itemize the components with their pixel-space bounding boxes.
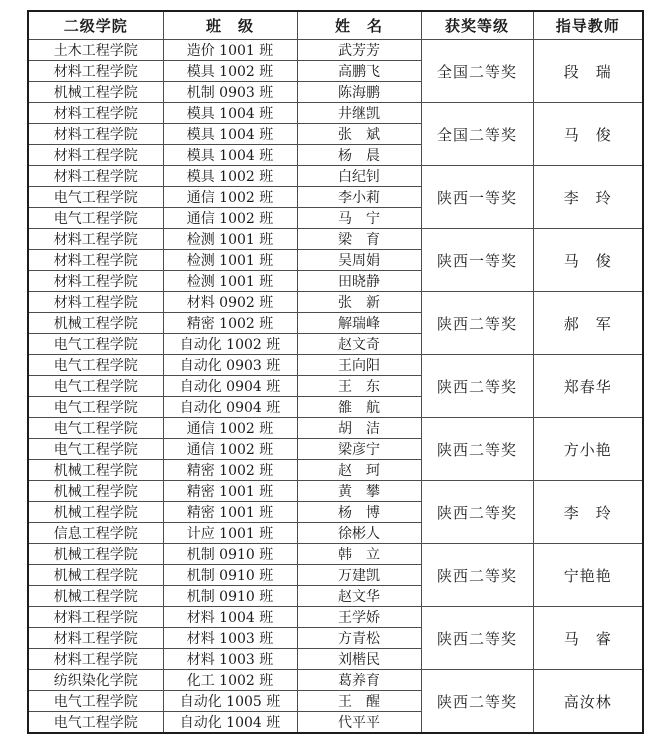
teacher-cell: 郝 军 — [533, 292, 643, 355]
class-cell: 化工 1002 班 — [163, 670, 297, 691]
class-cell: 自动化 1005 班 — [163, 691, 297, 712]
college-cell: 纺织染化学院 — [28, 670, 163, 691]
college-cell: 材料工程学院 — [28, 103, 163, 124]
class-cell: 检测 1001 班 — [163, 250, 297, 271]
name-cell: 王学娇 — [297, 607, 421, 628]
college-cell: 材料工程学院 — [28, 607, 163, 628]
award-cell: 陕西二等奖 — [421, 355, 533, 418]
name-cell: 代平平 — [297, 712, 421, 734]
name-cell: 王向阳 — [297, 355, 421, 376]
college-cell: 机械工程学院 — [28, 586, 163, 607]
class-cell: 自动化 1004 班 — [163, 712, 297, 734]
teacher-cell: 马 睿 — [533, 607, 643, 670]
teacher-cell: 方小艳 — [533, 418, 643, 481]
award-cell: 全国二等奖 — [421, 40, 533, 103]
teacher-cell: 马 俊 — [533, 229, 643, 292]
table-row — [28, 481, 643, 502]
class-cell: 精密 1002 班 — [163, 460, 297, 481]
class-cell: 模具 1004 班 — [163, 124, 297, 145]
award-cell: 全国二等奖 — [421, 103, 533, 166]
name-cell: 韩 立 — [297, 544, 421, 565]
name-cell: 刘楷民 — [297, 649, 421, 670]
name-cell: 田晓静 — [297, 271, 421, 292]
college-cell: 材料工程学院 — [28, 229, 163, 250]
college-cell: 材料工程学院 — [28, 292, 163, 313]
class-cell: 模具 1002 班 — [163, 61, 297, 82]
class-cell: 机制 0910 班 — [163, 586, 297, 607]
college-cell: 机械工程学院 — [28, 460, 163, 481]
award-cell: 陕西一等奖 — [421, 229, 533, 292]
name-cell: 赵 珂 — [297, 460, 421, 481]
class-cell: 材料 1003 班 — [163, 628, 297, 649]
class-cell: 模具 1004 班 — [163, 103, 297, 124]
teacher-cell: 马 俊 — [533, 103, 643, 166]
class-cell: 自动化 0904 班 — [163, 397, 297, 418]
table-body — [28, 40, 643, 734]
class-cell: 计应 1001 班 — [163, 523, 297, 544]
name-cell: 张 斌 — [297, 124, 421, 145]
college-cell: 机械工程学院 — [28, 565, 163, 586]
header-class: 班 级 — [163, 11, 297, 40]
college-cell: 电气工程学院 — [28, 334, 163, 355]
header-teacher: 指导教师 — [533, 11, 643, 40]
teacher-cell: 高汝林 — [533, 670, 643, 734]
name-cell: 黄 攀 — [297, 481, 421, 502]
name-cell: 井继凯 — [297, 103, 421, 124]
college-cell: 电气工程学院 — [28, 418, 163, 439]
college-cell: 机械工程学院 — [28, 313, 163, 334]
class-cell: 造价 1001 班 — [163, 40, 297, 61]
table-row — [28, 355, 643, 376]
class-cell: 通信 1002 班 — [163, 439, 297, 460]
table-row — [28, 40, 643, 61]
teacher-cell: 郑春华 — [533, 355, 643, 418]
teacher-cell: 宁艳艳 — [533, 544, 643, 607]
award-cell: 陕西二等奖 — [421, 607, 533, 670]
class-cell: 自动化 0903 班 — [163, 355, 297, 376]
award-cell: 陕西一等奖 — [421, 166, 533, 229]
header-award: 获奖等级 — [421, 11, 533, 40]
teacher-cell: 李 玲 — [533, 481, 643, 544]
table-row — [28, 229, 643, 250]
college-cell: 土木工程学院 — [28, 40, 163, 61]
class-cell: 通信 1002 班 — [163, 208, 297, 229]
class-cell: 机制 0903 班 — [163, 82, 297, 103]
class-cell: 材料 0902 班 — [163, 292, 297, 313]
header-name: 姓 名 — [297, 11, 421, 40]
name-cell: 杨 晨 — [297, 145, 421, 166]
awards-table — [27, 10, 644, 734]
college-cell: 电气工程学院 — [28, 691, 163, 712]
college-cell: 机械工程学院 — [28, 481, 163, 502]
name-cell: 王 醒 — [297, 691, 421, 712]
college-cell: 电气工程学院 — [28, 712, 163, 734]
name-cell: 赵文奇 — [297, 334, 421, 355]
name-cell: 万建凯 — [297, 565, 421, 586]
name-cell: 白纪钊 — [297, 166, 421, 187]
college-cell: 机械工程学院 — [28, 502, 163, 523]
class-cell: 检测 1001 班 — [163, 229, 297, 250]
class-cell: 检测 1001 班 — [163, 271, 297, 292]
name-cell: 吴周娟 — [297, 250, 421, 271]
college-cell: 机械工程学院 — [28, 82, 163, 103]
name-cell: 雒 航 — [297, 397, 421, 418]
teacher-cell: 李 玲 — [533, 166, 643, 229]
name-cell: 葛养育 — [297, 670, 421, 691]
college-cell: 材料工程学院 — [28, 628, 163, 649]
college-cell: 电气工程学院 — [28, 439, 163, 460]
college-cell: 材料工程学院 — [28, 649, 163, 670]
class-cell: 自动化 0904 班 — [163, 376, 297, 397]
name-cell: 解瑞峰 — [297, 313, 421, 334]
name-cell: 马 宁 — [297, 208, 421, 229]
header-college: 二级学院 — [28, 11, 163, 40]
name-cell: 武芳芳 — [297, 40, 421, 61]
class-cell: 精密 1001 班 — [163, 481, 297, 502]
college-cell: 材料工程学院 — [28, 166, 163, 187]
name-cell: 张 新 — [297, 292, 421, 313]
name-cell: 陈海鹏 — [297, 82, 421, 103]
award-cell: 陕西二等奖 — [421, 670, 533, 734]
class-cell: 机制 0910 班 — [163, 565, 297, 586]
award-cell: 陕西二等奖 — [421, 292, 533, 355]
name-cell: 胡 洁 — [297, 418, 421, 439]
table-row — [28, 544, 643, 565]
class-cell: 机制 0910 班 — [163, 544, 297, 565]
class-cell: 精密 1001 班 — [163, 502, 297, 523]
class-cell: 精密 1002 班 — [163, 313, 297, 334]
college-cell: 材料工程学院 — [28, 124, 163, 145]
award-cell: 陕西二等奖 — [421, 544, 533, 607]
college-cell: 电气工程学院 — [28, 355, 163, 376]
college-cell: 材料工程学院 — [28, 250, 163, 271]
name-cell: 李小莉 — [297, 187, 421, 208]
table-row — [28, 670, 643, 691]
name-cell: 梁彦宁 — [297, 439, 421, 460]
college-cell: 电气工程学院 — [28, 376, 163, 397]
name-cell: 高鹏飞 — [297, 61, 421, 82]
college-cell: 材料工程学院 — [28, 61, 163, 82]
class-cell: 材料 1004 班 — [163, 607, 297, 628]
name-cell: 杨 博 — [297, 502, 421, 523]
name-cell: 方青松 — [297, 628, 421, 649]
table-row — [28, 418, 643, 439]
college-cell: 机械工程学院 — [28, 544, 163, 565]
college-cell: 材料工程学院 — [28, 271, 163, 292]
college-cell: 材料工程学院 — [28, 145, 163, 166]
name-cell: 徐彬人 — [297, 523, 421, 544]
table-row — [28, 292, 643, 313]
class-cell: 自动化 1002 班 — [163, 334, 297, 355]
college-cell: 信息工程学院 — [28, 523, 163, 544]
teacher-cell: 段 瑞 — [533, 40, 643, 103]
name-cell: 王 东 — [297, 376, 421, 397]
class-cell: 模具 1004 班 — [163, 145, 297, 166]
class-cell: 模具 1002 班 — [163, 166, 297, 187]
name-cell: 赵文华 — [297, 586, 421, 607]
award-cell: 陕西二等奖 — [421, 418, 533, 481]
table-row — [28, 166, 643, 187]
header-row — [28, 11, 643, 40]
table-row — [28, 607, 643, 628]
table-row — [28, 103, 643, 124]
name-cell: 梁 育 — [297, 229, 421, 250]
class-cell: 材料 1003 班 — [163, 649, 297, 670]
college-cell: 电气工程学院 — [28, 187, 163, 208]
college-cell: 电气工程学院 — [28, 208, 163, 229]
class-cell: 通信 1002 班 — [163, 418, 297, 439]
award-cell: 陕西二等奖 — [421, 481, 533, 544]
class-cell: 通信 1002 班 — [163, 187, 297, 208]
college-cell: 电气工程学院 — [28, 397, 163, 418]
